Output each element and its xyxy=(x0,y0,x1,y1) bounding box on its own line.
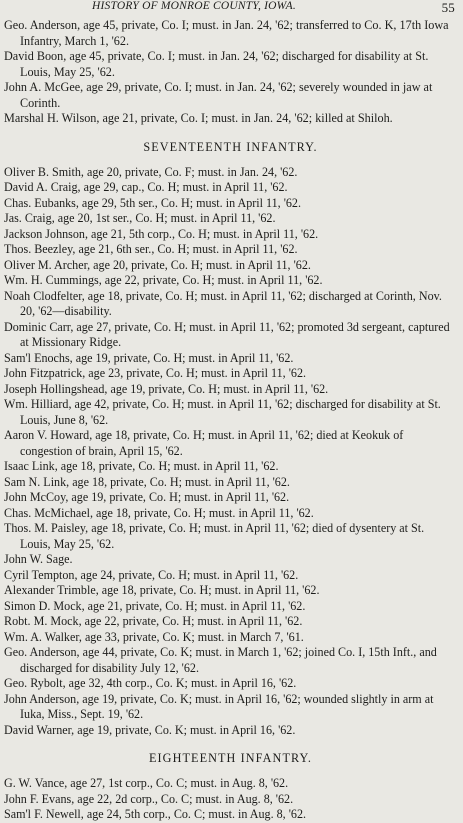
roster-entry: John W. Sage. xyxy=(4,552,73,566)
roster-entry: Geo. Rybolt, age 32, 4th corp., Co. K; must. in April 16, '62. xyxy=(4,676,297,690)
section-heading-seventeenth: SEVENTEENTH INFANTRY. xyxy=(143,139,318,154)
roster-entry: David Boon, age 45, private, Co. I; must. in Jan. 24, '62; discharged for disability at St. Louis, May 25, '62. xyxy=(4,49,429,79)
roster-entry: Joseph Hollingshead, age 19, private, Co. H; must. in April 11, '62. xyxy=(4,381,329,396)
roster-entry: John F. Evans, age 22, 2d corp., Co. C; must. in Aug. 8, '62. xyxy=(4,791,294,806)
roster-entry: John McCoy, age 19, private, Co. H; must. in April 11, '62. xyxy=(4,490,290,504)
roster-entry: Geo. Anderson, age 45, private, Co. I; must. in Jan. 24, '62; transferred to Co. K, 17th Iowa Infantry, March 1, '62. xyxy=(4,18,449,48)
roster-entry: John Anderson, age 19, private, Co. K; must. in April 16, '62; wounded slightly in arm at Iuka, Miss., Sept. 19, '62. xyxy=(4,691,434,721)
roster-entry: Robt. M. Mock, age 22, private, Co. H; must. in April 11, '62. xyxy=(4,614,303,628)
roster-entry: Sam'l F. Newell, age 24, 5th corp., Co. C; must. in Aug. 8, '62. xyxy=(4,807,307,821)
roster-entry: Simon D. Mock, age 21, private, Co. H; must. in April 11, '62. xyxy=(4,598,306,613)
page-number: 55 xyxy=(441,0,455,15)
roster-entry: David Warner, age 19, private, Co. K; must. in April 16, '62. xyxy=(4,722,296,737)
running-header xyxy=(4,0,457,18)
seventeenth-infantry-list xyxy=(4,165,457,739)
roster-entry: Jackson Johnson, age 21, 5th corp., Co. H; must. in April 11, '62. xyxy=(4,226,319,241)
roster-entry: Wm. Hilliard, age 42, private, Co. H; must. in April 11, '62; discharged for disability at St. Louis, June 8, '62. xyxy=(4,397,441,427)
section-heading-eighteenth: EIGHTEENTH INFANTRY. xyxy=(148,751,313,765)
roster-entry: Chas. Eubanks, age 29, 5th ser., Co. H; must. in April 11, '62. xyxy=(4,195,302,210)
roster-entry: John A. McGee, age 29, private, Co. I; must. in Jan. 24, '62; severely wounded in jaw at Corinth. xyxy=(4,80,433,110)
top-entries xyxy=(4,18,457,127)
roster-entry: Dominic Carr, age 27, private, Co. H; must. in April 11, '62; promoted 3d sergeant, captured at Missionary Ridge. xyxy=(4,319,450,349)
roster-entry: John Fitzpatrick, age 23, private, Co. H; must. in April 11, '62. xyxy=(4,366,307,380)
eighteenth-infantry-list xyxy=(4,776,457,823)
roster-entry: Cyril Tempton, age 24, private, Co. H; must. in April 11, '62. xyxy=(4,567,299,582)
roster-entry: Marshal H. Wilson, age 21, private, Co. I; must. in Jan. 24, '62; killed at Shiloh. xyxy=(4,111,393,125)
roster-entry: Sam N. Link, age 18, private, Co. H; must. in April 11, '62. xyxy=(4,474,290,489)
roster-entry: Chas. McMichael, age 18, private, Co. H; must. in April 11, '62. xyxy=(4,505,314,520)
roster-entry: G. W. Vance, age 27, 1st corp., Co. C; must. in Aug. 8, '62. xyxy=(4,776,289,790)
roster-entry: Thos. M. Paisley, age 18, private, Co. H; must. in April 11, '62; died of dysentery at St. Louis, May 25, '62. xyxy=(4,521,425,551)
roster-entry: Alexander Trimble, age 18, private, Co. H; must. in April 11, '62. xyxy=(4,583,320,597)
roster-entry: Aaron V. Howard, age 18, private, Co. H; must. in April 11, '62; died at Keokuk of congestion of brain, April 15, '62. xyxy=(4,428,404,458)
roster-entry: Sam'l Enochs, age 19, private, Co. H; must. in April 11, '62. xyxy=(4,350,294,365)
roster-entry: Geo. Anderson, age 44, private, Co. K; must. in March 1, '62; joined Co. I, 15th Inft., and discharged for disability July 12, '62. xyxy=(4,645,437,675)
running-title: HISTORY OF MONROE COUNTY, IOWA. xyxy=(92,0,296,12)
roster-entry: Isaac Link, age 18, private, Co. H; must. in April 11, '62. xyxy=(4,459,279,473)
roster-entry: Wm. H. Cummings, age 22, private, Co. H; must. in April 11, '62. xyxy=(4,273,323,287)
roster-entry: Wm. A. Walker, age 33, private, Co. K; must. in March 7, '61. xyxy=(4,629,304,644)
roster-entry: Oliver M. Archer, age 20, private, Co. H; must. in April 11, '62. xyxy=(4,257,311,272)
roster-entry: Thos. Beezley, age 21, 6th ser., Co. H; must. in April 11, '62. xyxy=(4,242,298,256)
roster-entry: Jas. Craig, age 20, 1st ser., Co. H; must. in April 11, '62. xyxy=(4,211,276,225)
roster-entry: Oliver B. Smith, age 20, private, Co. F; must. in Jan. 24, '62. xyxy=(4,164,298,179)
roster-entry: Noah Clodfelter, age 18, private, Co. H; must. in April 11, '62; discharged at Corinth, Nov. 20, '62—disability. xyxy=(4,288,442,318)
roster-entry: David A. Craig, age 29, cap., Co. H; must. in April 11, '62. xyxy=(4,180,288,194)
